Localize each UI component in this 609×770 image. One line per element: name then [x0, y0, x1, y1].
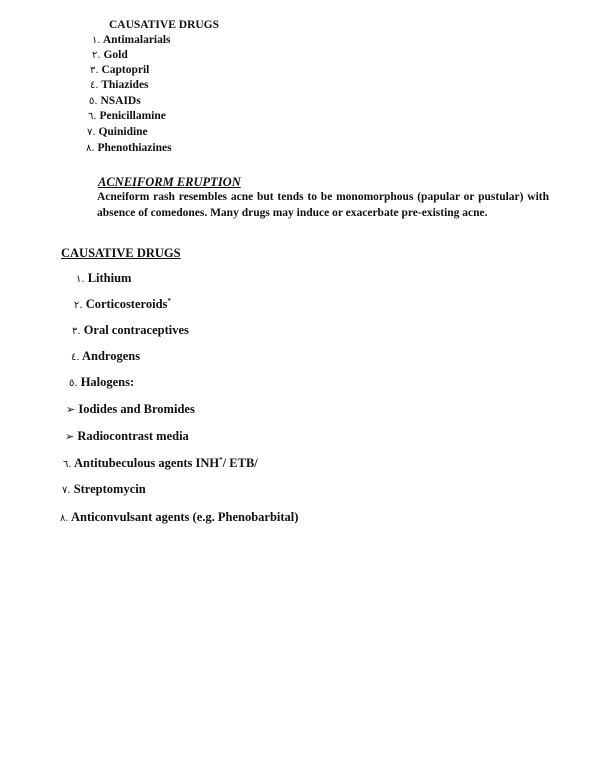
list-item [87, 126, 148, 138]
list-item [69, 375, 134, 390]
list-item-text: Antitubeculous agents INH [74, 456, 220, 470]
list-item-text: Androgens [82, 349, 141, 363]
list-number: ٦. [88, 111, 97, 122]
list-number: ٤. [71, 352, 80, 363]
list-number: ٧. [62, 485, 71, 496]
list-item [86, 142, 172, 154]
causative-drugs-heading-2: CAUSATIVE DRUGS [61, 246, 181, 260]
arrow-bullet-icon: ➢ [65, 430, 75, 443]
footnote-marker: * [167, 296, 171, 305]
footnote-marker: * [219, 455, 223, 464]
list-item [72, 323, 189, 338]
list-item [88, 110, 166, 122]
list-item-text: Iodides and Bromides [78, 402, 195, 416]
list-item [90, 79, 149, 91]
list-item-text: Thiazides [101, 79, 149, 91]
list-number: ٦. [63, 459, 72, 470]
list-item-text: Radiocontrast media [77, 429, 189, 443]
list-number: ٣. [72, 326, 81, 337]
arrow-bullet-icon: ➢ [66, 403, 76, 416]
list-number: ٥. [69, 378, 78, 389]
list-item [60, 510, 298, 525]
list-item-text: Anticonvulsant agents (e.g. Phenobarbital) [71, 510, 299, 524]
list-item-text: Phenothiazines [97, 142, 172, 154]
list-item [89, 95, 141, 107]
list-item [63, 456, 258, 471]
list-item-text: Antimalarials [102, 34, 171, 46]
list-number: ١. [76, 274, 85, 285]
list-item-text: Penicillamine [99, 110, 166, 122]
list-item-text: Gold [103, 49, 128, 61]
list-item [92, 49, 128, 61]
list-item [90, 64, 149, 76]
list-number: ٥. [89, 96, 98, 107]
list-number: ٤. [90, 80, 99, 91]
list-number: ٨. [60, 513, 69, 524]
causative-drugs-heading-1: CAUSATIVE DRUGS [109, 19, 220, 31]
list-number: ٨. [86, 143, 95, 154]
list-item-text: Captopril [101, 64, 150, 76]
list-item [66, 402, 195, 417]
section-title-acneiform: ACNEIFORM ERUPTION [98, 175, 241, 189]
list-number: ٢. [74, 300, 83, 311]
list-item-text: Lithium [87, 271, 132, 285]
list-item [65, 429, 189, 444]
acneiform-description: Acneiform rash resembles acne but tends to be monomorphous (papular or pustular) with absence of comedones. Many drugs may induce or exacerbate pre-existing acne. [97, 191, 549, 219]
list-item-text: Streptomycin [73, 482, 146, 496]
list-number: ٣. [90, 65, 99, 76]
list-item [62, 482, 146, 497]
list-number: ٧. [87, 127, 96, 138]
list-number: ١. [92, 35, 101, 46]
list-item [76, 271, 131, 286]
list-item-text: Oral contraceptives [83, 323, 189, 337]
list-item-text: Corticosteroids [85, 297, 168, 311]
list-item [74, 297, 171, 312]
list-item-text: Halogens: [80, 375, 135, 389]
list-item [92, 34, 171, 46]
list-item [71, 349, 140, 364]
list-item-text: Quinidine [98, 126, 148, 138]
list-number: ٢. [92, 50, 101, 61]
list-item-text: NSAIDs [100, 95, 141, 107]
list-item-suffix: / ETB/ [222, 456, 258, 470]
